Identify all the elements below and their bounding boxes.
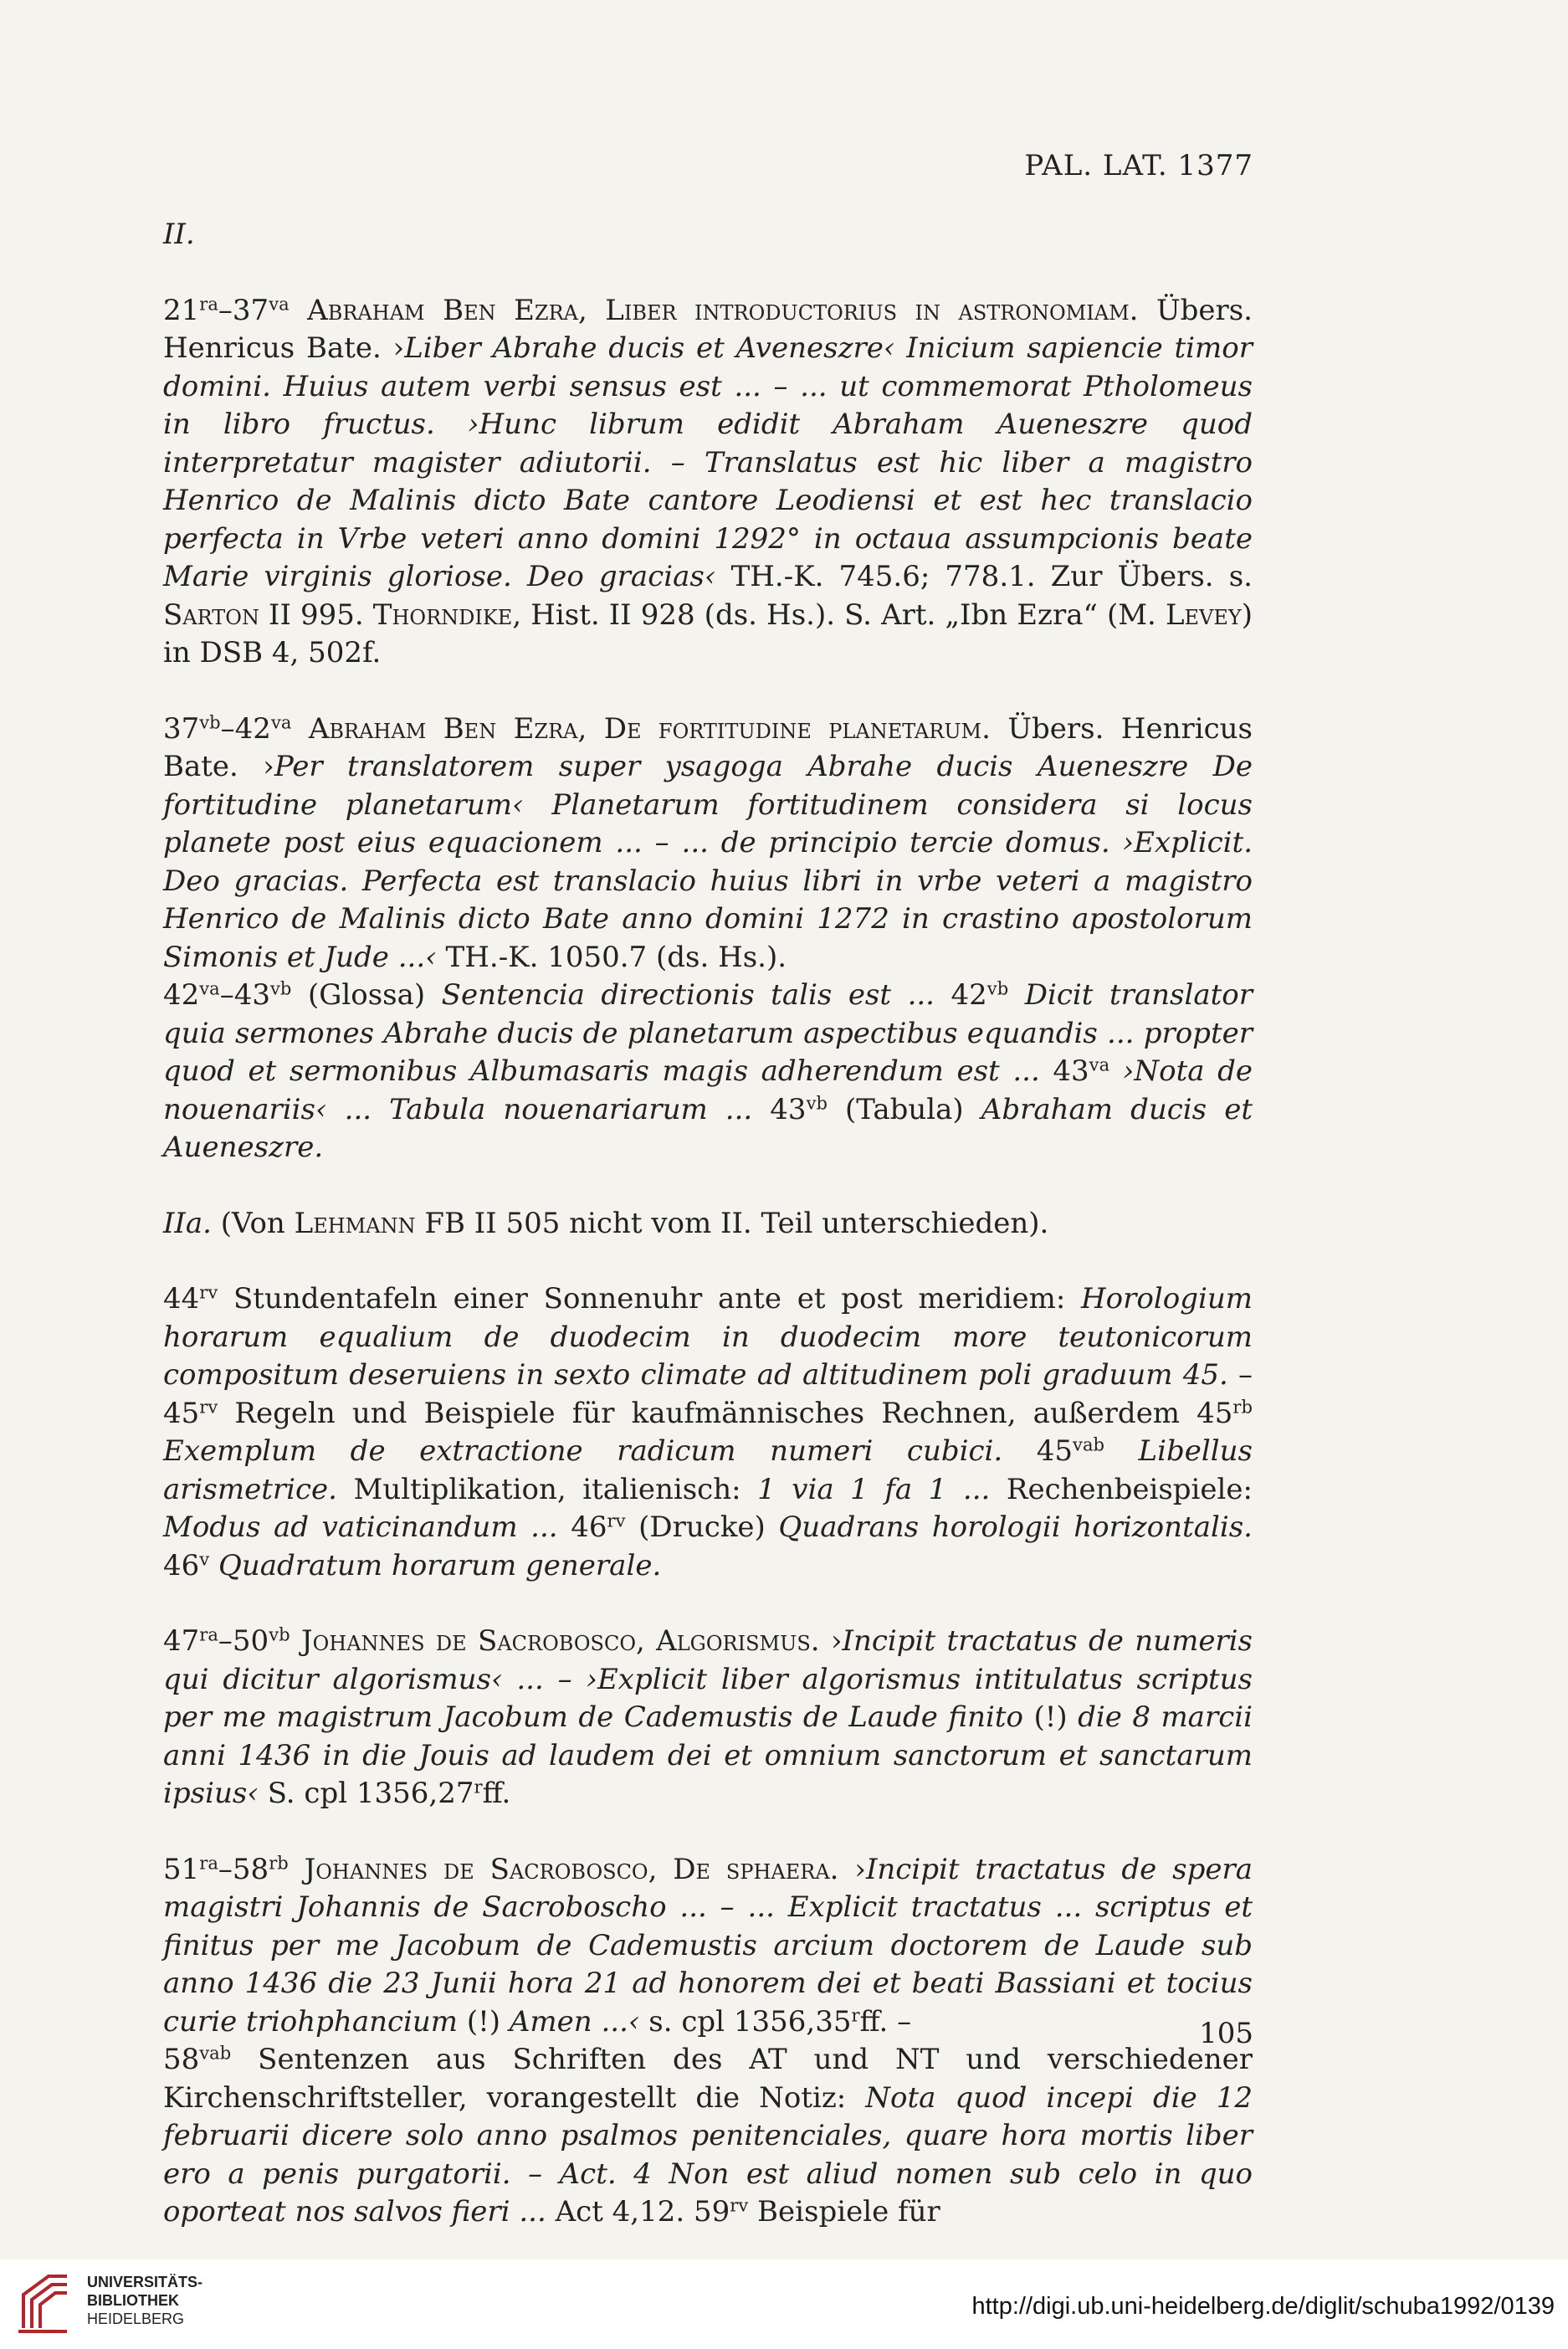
entry-sacrobosco-sphaera: $51^{ra}-58^{rb}$ Johannes de Sacrobosco, De sphaera. ›Incipit tractatus de spera magistri Johannis de Sacroboscho ... – ... Explicit tractatus ... scriptus et finitus per me Jacobum de Cademustis arcium doctorem de Laude sub anno 1436 die 23 Junii hora 21 ad honorem dei et beati Bassiani et tocius curie triohphancium (!) Amen ...‹ s. cpl 1356,35$^r$ff. – — [163, 1851, 1253, 2039]
entry-sentenzen: $58^{vab}$ Sentenzen aus Schriften des AT und NT und verschiedener Kirchenschriftsteller, vorangestellt die Notiz: Nota quod incepi die 12 februarii dicere solo anno psalmos penitenciales, quare hora mortis liber ero a penis purgatorii. – Act. 4 Non est aliud nomen sub celo in quo oporteat nos salvos fieri ... Act 4,12. $59^{rv}$ Beispiele für — [163, 2042, 1253, 2228]
catalog-text — [163, 216, 1253, 2232]
page-number: 105 — [1199, 2017, 1253, 2050]
library-name: UNIVERSITÄTS- BIBLIOTHEK HEIDELBERG — [87, 2274, 203, 2327]
running-header: PAL. LAT. 1377 — [1024, 149, 1253, 182]
library-logo-icon — [15, 2270, 74, 2336]
work-title: Abraham Ben Ezra, Liber introductorius in astronomiam. — [307, 293, 1139, 327]
work-title: Abraham Ben Ezra, De fortitudine planetarum. — [308, 711, 991, 746]
entry-sacrobosco-algorismus: $47^{ra}-50^{vb}$ Johannes de Sacrobosco, Algorismus. ›Incipit tractatus de numeris qui dicitur algorismus‹ ... – ›Explicit liber algorismus intitulatus scriptus per me magistrum Jacobum de Cademustis de Laude finito (!) die 8 marcii anni 1436 in die Jouis ad laudem dei et omnium sanctorum et sanctarum ipsius‹ S. cpl 1356,27$^r$ff. — [163, 1623, 1253, 1810]
work-title: Johannes de Sacrobosco, De sphaera. — [304, 1852, 839, 1886]
entry-abraham-fortitudine: $37^{vb}-42^{va}$ Abraham Ben Ezra, De fortitudine planetarum. Übers. Henricus Bate. ›Per translatorem super ysagoga Abrahe ducis Aueneszre De fortitudine planetarum‹ Planetarum fortitudinem considera si locus planete post eius equacionem ... – ... de principio tercie domus. ›Explicit. Deo gracias. Perfecta est translacio huius libri in vrbe veteri a magistro Henrico de Malinis dicto Bate anno domini 1272 in crastino apostolorum Simonis et Jude ...‹ TH.-K. 1050.7 (ds. Hs.). — [163, 710, 1253, 974]
work-title: Johannes de Sacrobosco, Algorismus. — [300, 1624, 820, 1658]
entry-glossa: $42^{va}-43^{vb}$ (Glossa) Sentencia directionis talis est ... $42^{vb}$ Dicit translator quia sermones Abrahe ducis de planetarum aspectibus equandis ... propter quod et sermonibus Albumasaris magis adherendum est ... $43^{va}$ ›Nota de nouenariis‹ ... Tabula nouenariarum ... $43^{vb}$ (Tabula) Abraham ducis et Aueneszre. — [163, 977, 1253, 1164]
section-heading-iia: IIa. (Von Lehmann FB II 505 nicht vom II. Teil unterschieden). — [163, 1206, 1049, 1240]
entry-abraham-introductorius: $21^{ra}-37^{va}$ Abraham Ben Ezra, Liber introductorius in astronomiam. Übers. Henricus Bate. ›Liber Abrahe ducis et Aveneszre‹ Inicium sapiencie timor domini. Huius autem verbi sensus est ... – ... ut commemorat Ptholomeus in libro fructus. ›Hunc librum edidit Abraham Aueneszre quod interpretatur magister adiutorii. – Translatus est hic liber a magistro Henrico de Malinis dicto Bate cantore Leodiensi et est hec translacio perfecta in Vrbe veteri anno domini 1292° in octaua assumpcionis beate Marie virginis gloriose. Deo gracias‹ TH.-K. 745.6; 778.1. Zur Übers. s. Sarton II 995. Thorndike, Hist. II 928 (ds. Hs.). S. Art. „Ibn Ezra“ (M. Levey) in DSB 4, 502f. — [163, 292, 1253, 669]
entry-stundentafeln: $44^{rv}$ Stundentafeln einer Sonnenuhr ante et post meridiem: Horologium horarum equalium de duodecim in duodecim more teutonicorum compositum deseruiens in sexto climate ad altitudinem poli graduum 45. – $45^{rv}$ Regeln und Beispiele für kaufmännisches Rechnen, außerdem $45^{rb}$ Exemplum de extractione radicum numeri cubici. $45^{vab}$ Libellus arismetrice. Multiplikation, italienisch: 1 via 1 fa 1 ... Rechenbeispiele: Modus ad vaticinandum ... $46^{rv}$ (Drucke) Quadrans horologii horizontalis. 46$^v$ Quadratum horarum generale. — [163, 1281, 1253, 1582]
source-url-link[interactable]: http://digi.ub.uni-heidelberg.de/diglit/schuba1992/0139 — [971, 2293, 1555, 2320]
section-heading-ii: II. — [163, 218, 195, 251]
